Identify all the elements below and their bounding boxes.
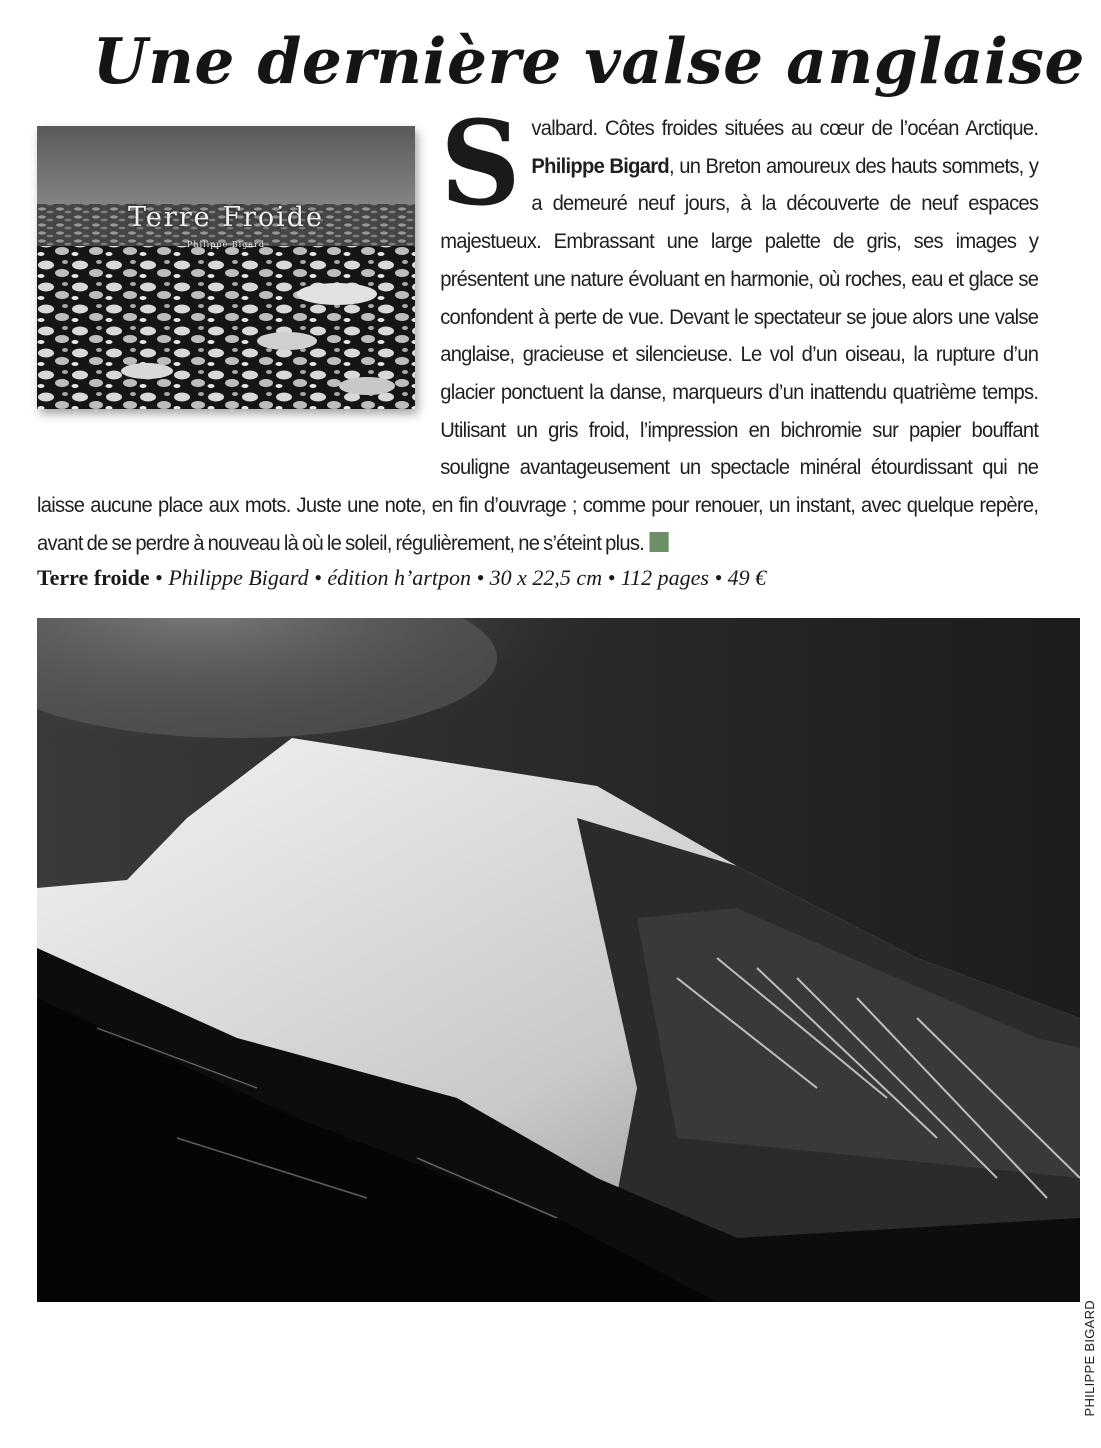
book-details (37, 565, 766, 591)
book-cover-author: Philippe Bigard (186, 240, 265, 249)
article-body (37, 96, 1039, 562)
end-of-article-square-icon (650, 532, 669, 552)
photo-credit (1082, 1300, 1100, 1425)
body-text-rest: , un Breton amoureux des hauts sommets, y a demeuré neuf jours, à la découverte de neuf espaces majestueux. Embrassant une large palette de gris, ses images y présentent une nature évoluant en harmonie, où roches, eau et glace se confondent à perte de vue. Devant le spectateur se joue alors une valse anglaise, gracieuse et silencieuse. Le vol d’un oiseau, la rupture d’un glacier ponctuent la danse, marqueurs d’un inattendu quatrième temps. Utilisant un gris froid, l’impression en bichromie sur papier bouffant souligne avantageusement un spectacle minéral étourdissant qui ne laisse aucune place aux mots. Juste une note, en fin d’ouvrage ; comme pour renouer, un instant, avec quelque repère, avant de se perdre à nouveau là où le soleil, régulièrement, ne s’éteint plus. (37, 154, 1039, 555)
body-text-start: valbard. Côtes froides situées au cœur de l’océan Arctique. (531, 117, 1039, 140)
cover-spacer (37, 110, 440, 450)
book-details-text: Philippe Bigard • édition h’artpon • 30 x 22,5 cm • 112 pages • 49 € (168, 565, 767, 590)
author-name: Philippe Bigard (531, 154, 669, 178)
photo-credit-text: PHILIPPE BIGARD (1082, 1300, 1097, 1417)
article-title: Une dernière valse anglaise (92, 24, 1085, 98)
book-title: Terre froide (37, 565, 150, 590)
mountain-photo (37, 618, 1080, 1302)
book-cover-title: Terre Froide (127, 202, 325, 233)
separator: • (149, 565, 169, 590)
snow-mountain-illustration (37, 618, 1080, 1302)
drop-cap: S (440, 96, 520, 232)
